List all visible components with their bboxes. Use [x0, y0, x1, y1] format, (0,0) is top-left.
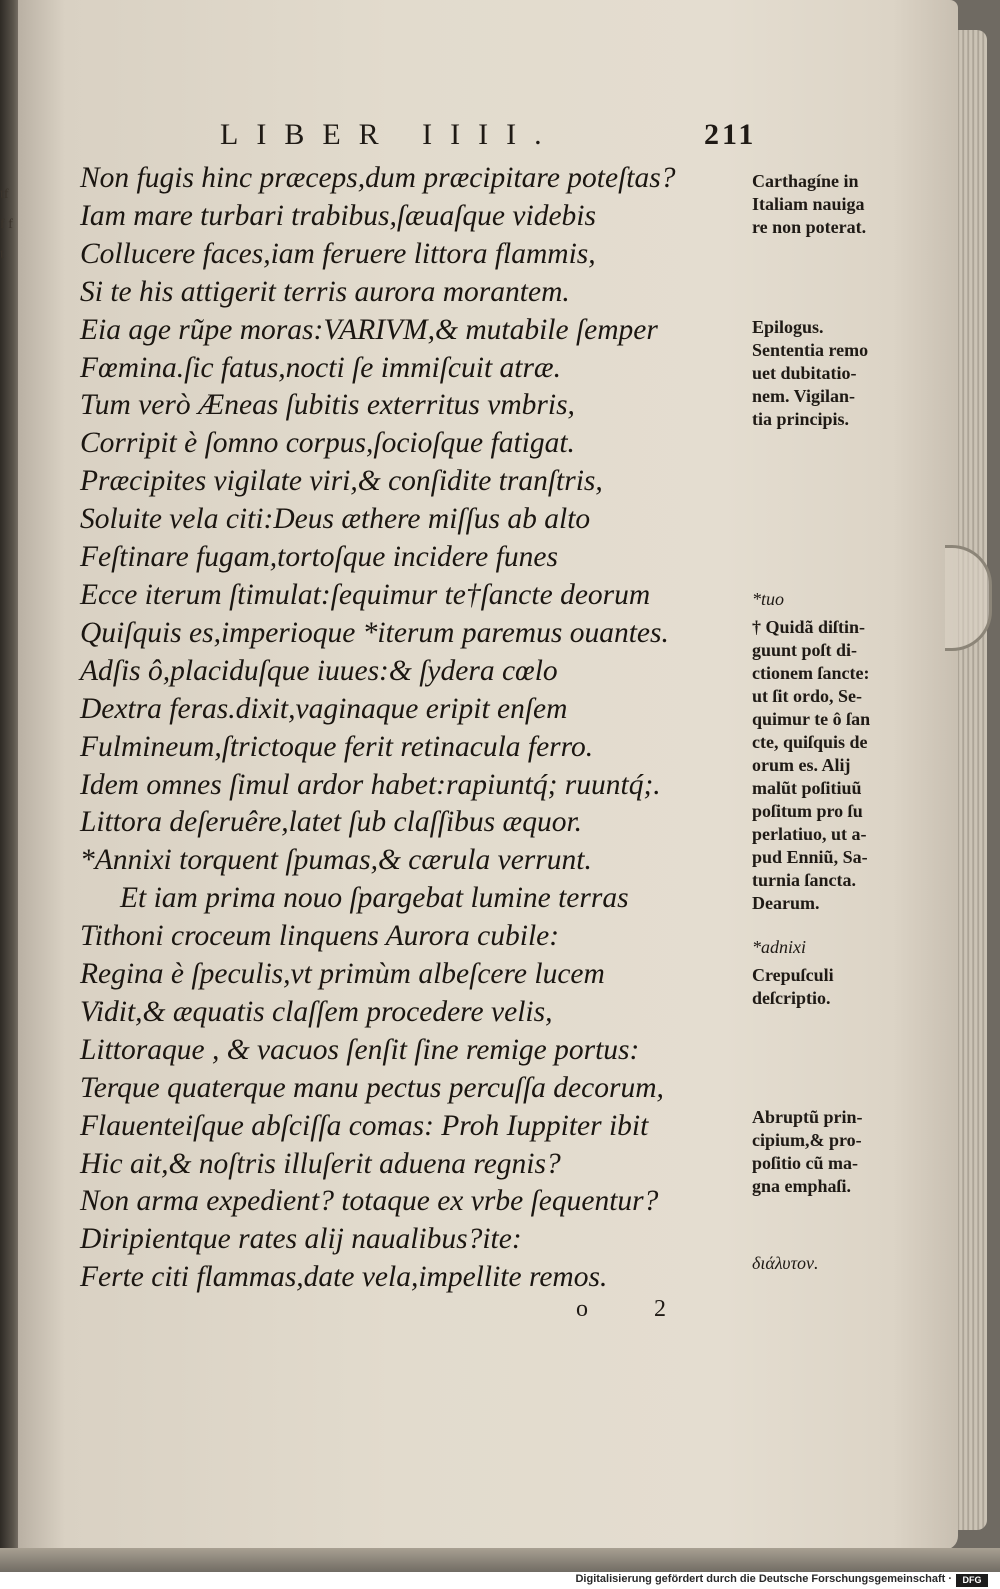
- margin-note-line: Italiam nauiga: [752, 194, 865, 214]
- dfg-logo: DFG: [956, 1574, 988, 1587]
- margin-note-line: tia principis.: [752, 409, 850, 429]
- margin-note-line: poſitum pro ſu: [752, 801, 863, 821]
- verse-line: Adſis ô,placiduſque iuues:& ſydera cœlo: [80, 654, 558, 687]
- verse-line: Et iam prima nouo ſpargebat lumine terras: [120, 882, 629, 915]
- bottom-shadow: [0, 1548, 1000, 1573]
- running-head: LIBER IIII.: [220, 118, 560, 151]
- verse-line: Hic ait,& noſtris illuſerit aduena regnis?: [80, 1147, 561, 1180]
- margin-note-line: poſitio cũ ma-: [752, 1153, 858, 1173]
- margin-note-abruptum: [752, 1106, 942, 1198]
- margin-note-line: cte, quiſquis de: [752, 732, 868, 752]
- facing-page-bleed: tf f f t: [0, 187, 13, 262]
- verse-line: Eia age rũpe moras:VARIVM,& mutabile ſemper: [80, 313, 658, 346]
- margin-note-line: *adnixi: [752, 937, 806, 957]
- verse-line: Littora deſeruêre,latet ſub claſſibus æquor.: [80, 806, 583, 839]
- margin-note-line: ut ſit ordo, Se-: [752, 686, 862, 706]
- verse-line: Soluite vela citi:Deus æthere miſſus ab alto: [80, 503, 591, 536]
- margin-note-line: deſcriptio.: [752, 988, 831, 1008]
- margin-note-line: malũt poſitiuũ: [752, 778, 862, 798]
- verse-line: Fulmineum,ſtrictoque ferit retinacula ferro.: [80, 730, 594, 763]
- verse-line: Si te his attigerit terris aurora morantem.: [80, 275, 570, 308]
- page-fore-edges: [955, 30, 987, 1530]
- verse-line: Dextra feras.dixit,vaginaque eripit enſem: [80, 692, 568, 725]
- verse-line: Collucere faces,iam feruere littora flammis,: [80, 237, 596, 270]
- margin-note-greek: [752, 1252, 942, 1275]
- verse-line: Idem omnes ſimul ardor habet:rapiuntq́; ruuntq́;.: [80, 768, 661, 801]
- verse-line: Vidit,& æquatis claſſem procedere velis,: [80, 995, 553, 1028]
- margin-note-quidam: [752, 616, 942, 915]
- verse-line: Quiſquis es,imperioque *iterum paremus ouantes.: [80, 616, 669, 649]
- margin-note-line: Dearum.: [752, 893, 820, 913]
- margin-note-line: Crepuſculi: [752, 965, 834, 985]
- verse-line: Non fugis hinc præceps,dum præcipitare poteſtas?: [80, 162, 676, 194]
- margin-note-line: Carthagíne in: [752, 171, 859, 191]
- margin-note-line: uet dubitatio-: [752, 363, 857, 383]
- verse-block: [80, 160, 760, 1297]
- verse-line: Diripientque rates alij naualibus?ite:: [80, 1223, 522, 1256]
- margin-note-line: turnia ſancta.: [752, 870, 857, 890]
- margin-note-line: ctionem ſancte:: [752, 663, 870, 683]
- verse-line: Fœmina.ſic fatus,nocti ſe immiſcuit atræ.: [80, 351, 561, 384]
- folio-number: 211: [704, 118, 757, 151]
- verse-line: Corripit è ſomno corpus,ſocioſque fatigat.: [80, 427, 575, 460]
- digitization-credit: Digitalisierung gefördert durch die Deutsche Forschungsgemeinschaft ·: [575, 1573, 952, 1585]
- margin-note-line: perlatiuo, ut a-: [752, 824, 867, 844]
- margin-note-line: orum es. Alij: [752, 755, 851, 775]
- verse-line: Non arma expedient? totaque ex vrbe ſequentur?: [80, 1185, 659, 1218]
- margin-note-line: nem. Vigilan-: [752, 386, 856, 406]
- margin-note-line: Epilogus.: [752, 317, 824, 337]
- signature-mark: o 2: [576, 1296, 696, 1322]
- margin-note-line: *tuo: [752, 589, 785, 609]
- verse-line: Regina è ſpeculis,vt primùm albeſcere lucem: [80, 958, 605, 991]
- verse-line: Terque quaterque manu pectus percuſſa decorum,: [80, 1071, 664, 1104]
- margin-note-line: cipium,& pro-: [752, 1130, 862, 1150]
- margin-note-tuo: [752, 588, 942, 611]
- margin-note-line: guunt poſt di-: [752, 640, 858, 660]
- verse-line: Iam mare turbari trabibus,ſæuaſque videbis: [80, 199, 596, 232]
- margin-note-line: pud Enniũ, Sa-: [752, 847, 868, 867]
- margin-note-line: διάλυτον.: [752, 1253, 819, 1273]
- margin-note-adnixi: [752, 936, 942, 959]
- margin-note-line: gna emphaſi.: [752, 1176, 852, 1196]
- verse-line: Feſtinare fugam,tortoſque incidere funes: [80, 541, 558, 574]
- verse-line: Ferte citi flammas,date vela,impellite remos.: [80, 1261, 608, 1294]
- verse-line: Littoraque , & vacuos ſenſit ſine remige portus:: [80, 1033, 640, 1066]
- verse-line: Ecce iterum ſtimulat:ſequimur te†ſancte deorum: [80, 578, 651, 611]
- margin-note-carthagine: [752, 170, 942, 239]
- margin-note-line: † Quidã diſtin-: [752, 617, 866, 637]
- verse-line: *Annixi torquent ſpumas,& cærula verrunt.: [80, 844, 592, 877]
- margin-note-crepusculi: [752, 964, 942, 1010]
- margin-note-line: Abruptũ prin-: [752, 1107, 863, 1127]
- margin-note-line: quimur te ô ſan: [752, 709, 871, 729]
- margin-note-line: Sententia remo: [752, 340, 869, 360]
- margin-note-line: re non poterat.: [752, 217, 867, 237]
- verse-line: Tithoni croceum linquens Aurora cubile:: [80, 920, 560, 953]
- margin-note-epilogus: [752, 316, 942, 431]
- verse-line: Tum verò Æneas ſubitis exterritus vmbris,: [80, 389, 575, 422]
- verse-line: Flauenteiſque abſciſſa comas: Proh Iuppiter ibit: [80, 1109, 649, 1142]
- verse-line: Præcipites vigilate viri,& conſidite tranſtris,: [80, 465, 603, 498]
